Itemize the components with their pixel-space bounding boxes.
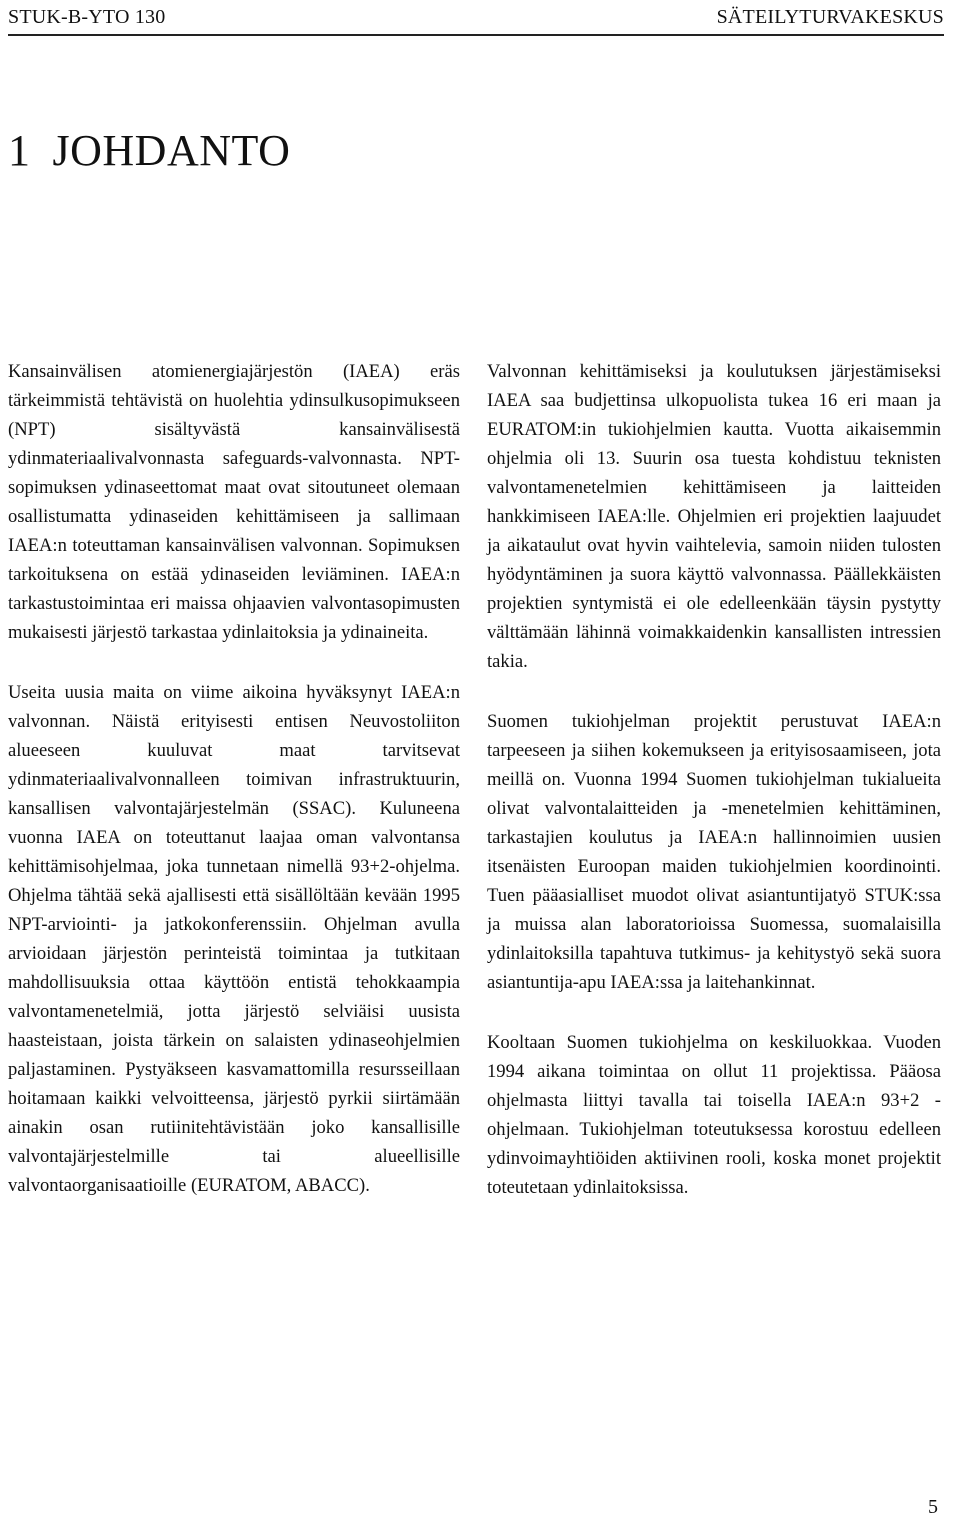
chapter-heading: JOHDANTO [52,126,291,175]
paragraph: Useita uusia maita on viime aikoina hyväksynyt IAEA:n valvonnan. Näistä erityisesti entisen Neuvostoliiton alueeseen kuuluvat maat tarvitsevat ydinmateriaalivalvonnalleen toimivan infrastruktuurin, kansallisen valvontajärjestelmän (SSAC). Kuluneena vuonna IAEA on toteuttanut laajaa oman valvontansa kehittämisohjelmaa, joka tunnetaan nimellä 93+2-ohjelma. Ohjelma tähtää sekä ajallisesti että sisällöltään kevään 1995 NPT-arviointi- ja jatkokonferenssiin. Ohjelman avulla arvioidaan järjestön perinteistä toimintaa ja tutkitaan mahdollisuuksia ottaa käyttöön entistä tehokkaampia valvontamenetelmiä, jotta järjestö selviäisi uusista haasteistaan, joista tärkein on salaisten ydinaseohjelmien paljastaminen. Pystyäkseen kasvamattomilla resursseillaan hoitamaan kaikki velvoitteensa, järjestö pyrkii siirtämään ainakin osan rutiinitehtävistään joko kansallisille valvontajärjestelmille tai alueellisille valvontaorganisaatioille (EURATOM, ABACC). [8,682,460,1196]
page-number: 5 [928,1496,938,1518]
paragraph: Kooltaan Suomen tukiohjelma on keskiluokkaa. Vuoden 1994 aikana toimintaa on ollut 11 projektissa. Pääosa ohjelmasta liittyi tavalla tai toisella IAEA:n 93+2 -ohjelmaan. Tukiohjelman toteutuksessa korostuu edelleen ydinvoimayhtiöiden aktiivinen rooli, koska monet projektit toteutetaan ydinlaitoksissa. [487,1032,941,1198]
chapter-number: 1 [8,126,31,175]
report-number: STUK-B-YTO 130 [8,6,166,28]
paragraph: Kansainvälisen atomienergiajärjestön (IAEA) eräs tärkeimmistä tehtävistä on huolehtia ydinsulkusopimukseen (NPT) sisältyvästä kansainvälisestä ydinmateriaalivalvonnasta safeguards-valvonnasta. NPT-sopimuksen ydinaseettomat maat ovat sitoutuneet olemaan osallistumatta ydinaseiden kehittämiseen ja sallimaan IAEA:n toteuttaman kansainvälisen valvonnan. Sopimuksen tarkoituksena on estää ydinaseiden leviäminen. IAEA:n tarkastustoimintaa eri maissa ohjaavien valvontasopimusten mukaisesti järjestö tarkastaa ydinlaitoksia ja ydinaineita. [8,361,460,643]
left-column [8,357,460,1231]
paragraph: Valvonnan kehittämiseksi ja koulutuksen järjestämiseksi IAEA saa budjettinsa ulkopuolista tukea 16 eri maan ja EURATOM:in tukiohjelmien kautta. Vuotta aikaisemmin ohjelmia oli 13. Suurin osa tuesta kohdistuu teknisten valvontamenetelmien kehittämiseen ja laitteiden hankkimiseen IAEA:lle. Ohjelmien eri projektien laajuudet ja aikataulut ovat hyvin vaihtelevia, samoin niiden tulosten hyödyntäminen ja suora käyttö valvonnassa. Päällekkäisten projektien syntymistä ei ole edelleenkään täysin pystytty välttämään lähinnä voimakkaidenkin kansallisten intressien takia. [487,361,941,672]
paragraph: Suomen tukiohjelman projektit perustuvat IAEA:n tarpeeseen ja siihen kokemukseen ja erityisosaamiseen, jota meillä on. Vuonna 1994 Suomen tukiohjelman tukialueita olivat valvontalaitteiden ja -menetelmien kehittäminen, tarkastajien koulutus ja IAEA:n hallinnoimien uusien itsenäisten Euroopan maiden tukiohjelmien koordinointi. Tuen pääasialliset muodot olivat asiantuntijatyö STUK:ssa ja muissa alan laboratorioissa Suomessa, suomalaisilla ydinlaitoksilla tapahtuva tutkimus- ja kehitystyö sekä suora asiantuntija-apu IAEA:ssa ja laitehankinnat. [487,711,941,993]
chapter-title [8,124,290,178]
running-header [8,0,944,36]
right-column [487,357,941,1233]
publisher-name: SÄTEILYTURVAKESKUS [716,6,944,28]
